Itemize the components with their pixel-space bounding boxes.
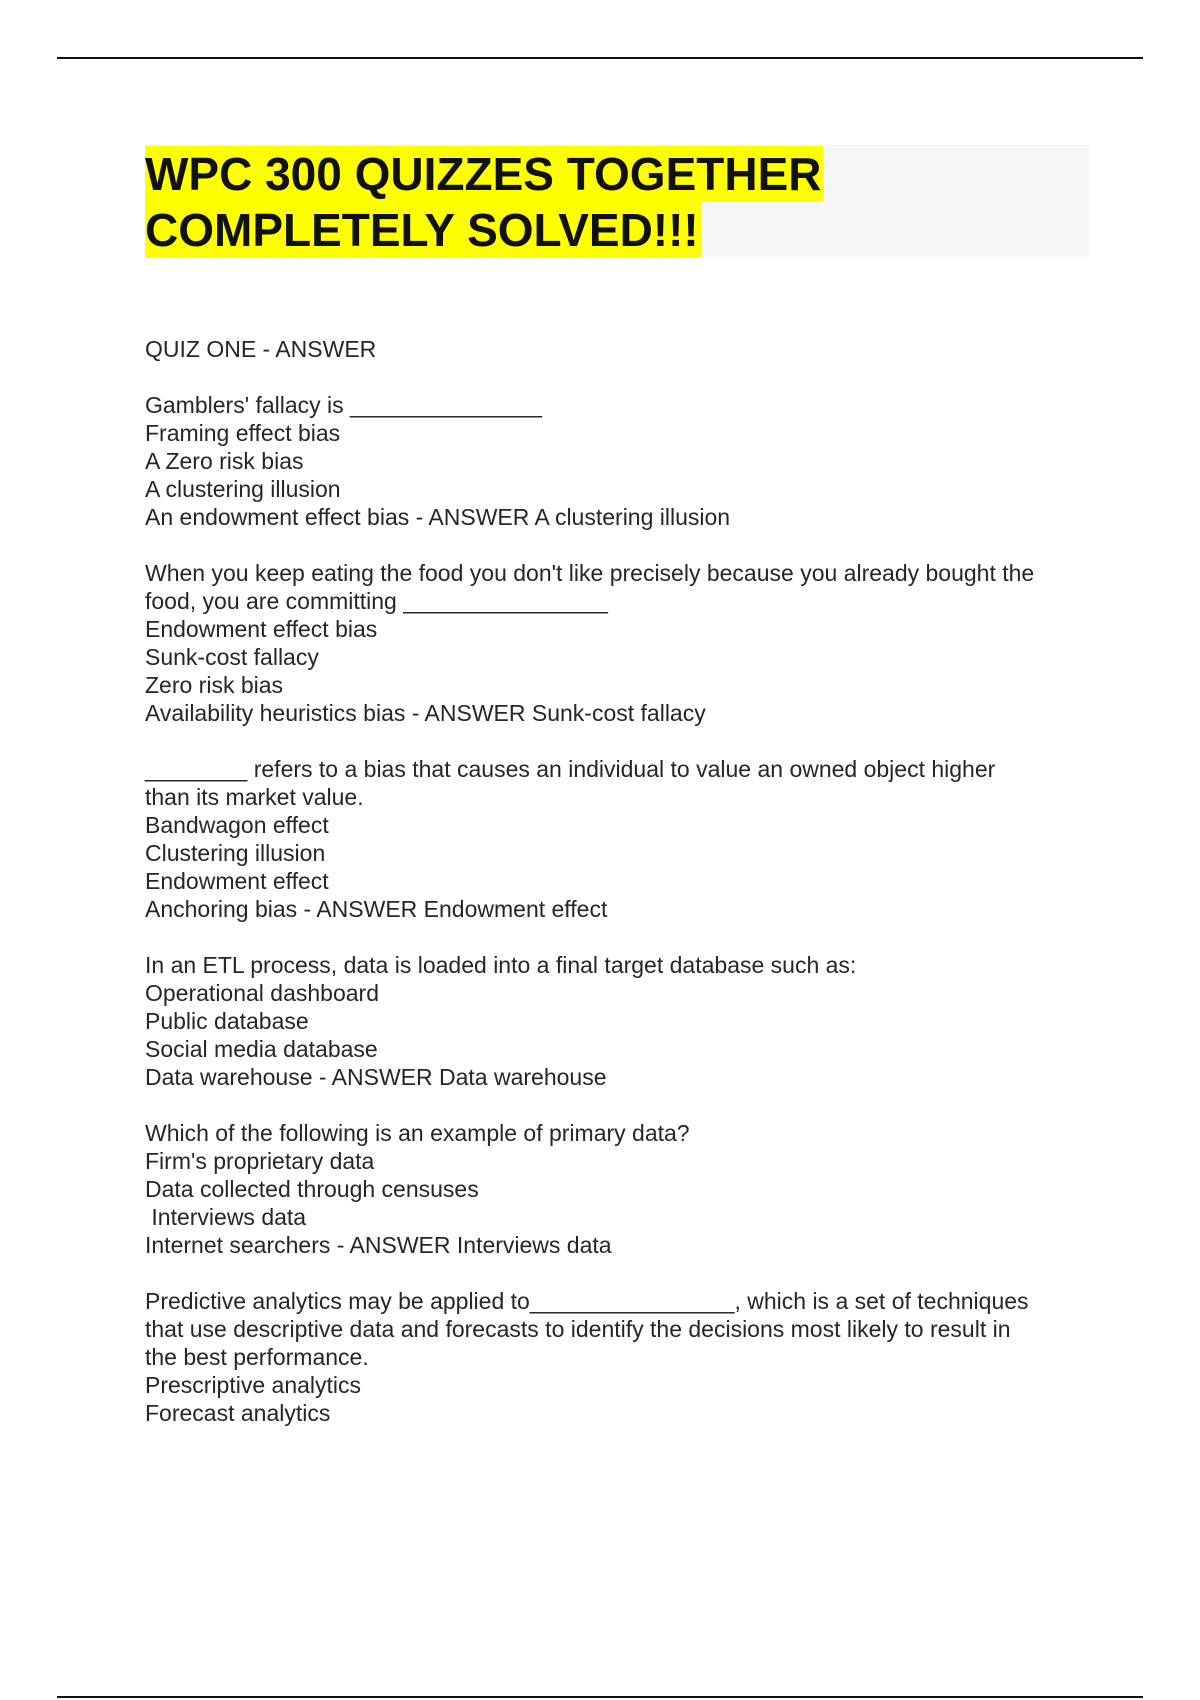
question-text: Predictive analytics may be applied to________________, which is a set of techniques — [145, 1288, 1029, 1314]
question-text: ________ refers to a bias that causes an individual to value an owned object higher — [145, 756, 996, 782]
question-text: When you keep eating the food you don't like precisely because you already bought the — [145, 560, 1035, 586]
answer-option: Data collected through censuses — [145, 1176, 479, 1202]
answer-option: Sunk-cost fallacy — [145, 644, 319, 670]
answer-option: A clustering illusion — [145, 476, 341, 502]
document-title-line-2: COMPLETELY SOLVED!!! — [145, 204, 699, 256]
answer-option: Bandwagon effect — [145, 812, 329, 838]
question-block — [145, 559, 1095, 727]
question-text: than its market value. — [145, 784, 364, 810]
answer-option-with-answer: Data warehouse - ANSWER Data warehouse — [145, 1064, 607, 1090]
question-text: that use descriptive data and forecasts to identify the decisions most likely to result in — [145, 1316, 1011, 1342]
answer-option: Framing effect bias — [145, 420, 341, 446]
document-body — [145, 335, 1095, 1455]
answer-option-with-answer: Internet searchers - ANSWER Interviews data — [145, 1232, 612, 1258]
top-rule — [57, 57, 1143, 59]
answer-option-with-answer: Anchoring bias - ANSWER Endowment effect — [145, 896, 608, 922]
question-text: In an ETL process, data is loaded into a final target database such as: — [145, 952, 857, 978]
answer-option: Endowment effect bias — [145, 616, 378, 642]
question-text: Which of the following is an example of primary data? — [145, 1120, 690, 1146]
question-block — [145, 951, 1095, 1091]
answer-option: Interviews data — [145, 1204, 307, 1230]
answer-option: Forecast analytics — [145, 1400, 331, 1426]
question-block — [145, 755, 1095, 923]
question-block — [145, 1287, 1095, 1427]
document-title-line-1: WPC 300 QUIZZES TOGETHER — [145, 148, 822, 200]
question-block — [145, 391, 1095, 531]
answer-option: Zero risk bias — [145, 672, 284, 698]
answer-option: Prescriptive analytics — [145, 1372, 362, 1398]
answer-option: Firm's proprietary data — [145, 1148, 375, 1174]
answer-option-with-answer: Availability heuristics bias - ANSWER Sunk-cost fallacy — [145, 700, 706, 726]
section-heading: QUIZ ONE - ANSWER — [145, 336, 377, 362]
answer-option: Endowment effect — [145, 868, 329, 894]
answer-option: Social media database — [145, 1036, 378, 1062]
answer-option: A Zero risk bias — [145, 448, 304, 474]
question-block — [145, 1119, 1095, 1259]
answer-option: Public database — [145, 1008, 309, 1034]
answer-option: Clustering illusion — [145, 840, 326, 866]
bottom-rule — [57, 1696, 1143, 1698]
question-text: Gamblers' fallacy is _______________ — [145, 392, 542, 418]
question-text: the best performance. — [145, 1344, 369, 1370]
answer-option: Operational dashboard — [145, 980, 379, 1006]
answer-option-with-answer: An endowment effect bias - ANSWER A clustering illusion — [145, 504, 731, 530]
question-text: food, you are committing ________________ — [145, 588, 608, 614]
